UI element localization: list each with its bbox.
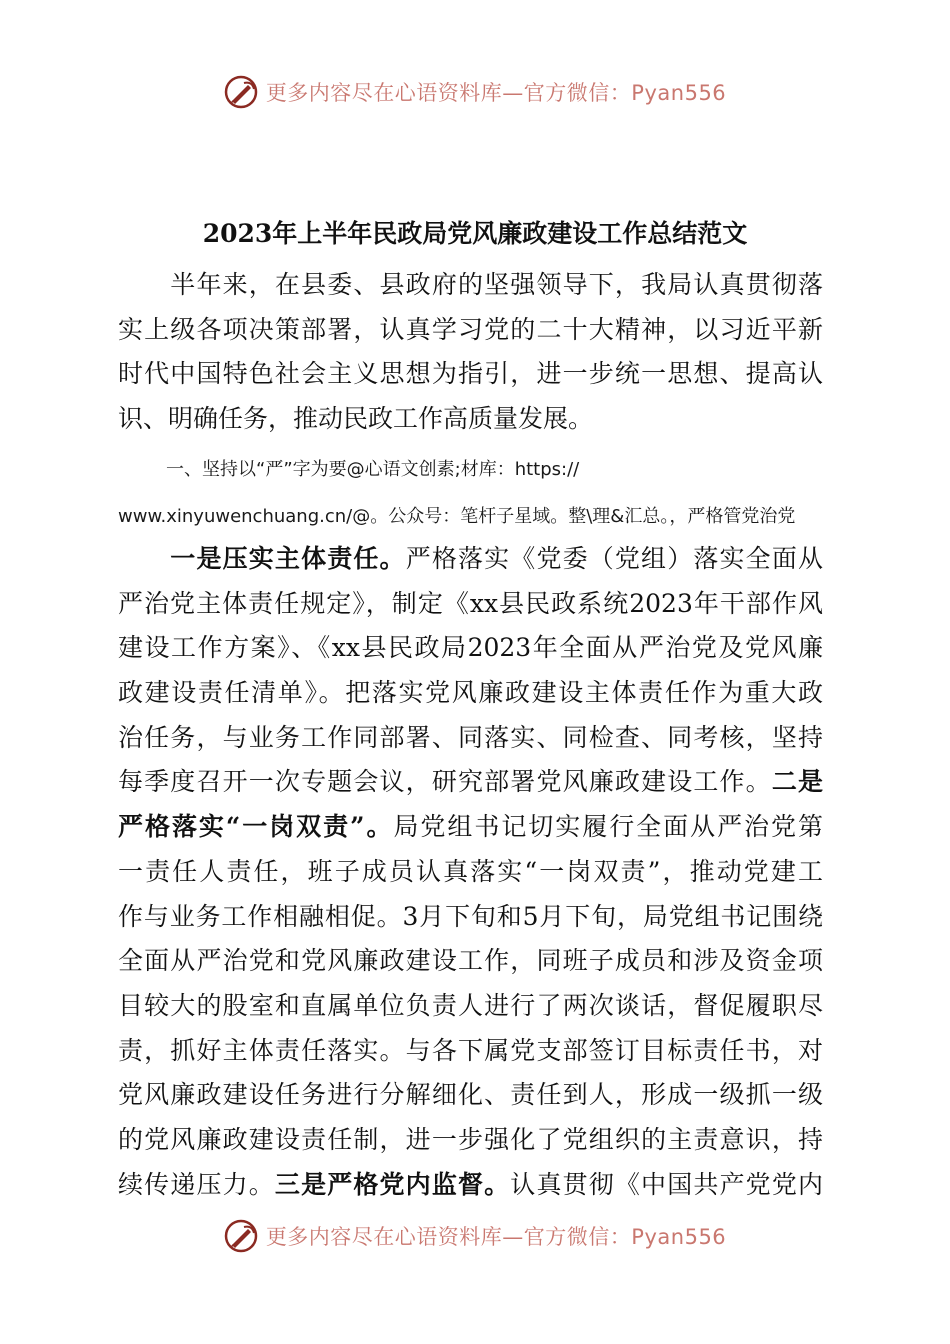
line-text: 每季度召开一次专题会议，研究部署党风廉政建设工作。 xyxy=(118,767,772,797)
paragraph-line: 严治党主体责任规定》，制定《xx县民政系统2023年干部作风 xyxy=(118,588,823,618)
line-text: 局党组书记切实履行全面从严治党第 xyxy=(393,812,823,842)
bold-subheading: 一是压实主体责任。 xyxy=(118,544,406,573)
intro-line: 识、明确任务，推动民政工作高质量发展。 xyxy=(118,404,594,434)
paragraph-line xyxy=(118,537,823,582)
paragraph-line: 全面从严治党和党风廉政建设工作，同班子成员和涉及资金项 xyxy=(118,946,823,976)
paragraph-line xyxy=(118,1163,823,1208)
intro-line: 时代中国特色社会主义思想为指引，进一步统一思想、提高认 xyxy=(118,359,823,389)
pen-seal-logo-icon xyxy=(224,75,258,109)
bold-subheading: 二是 xyxy=(771,767,823,797)
paragraph-line: 建设工作方案》、《xx县民政局2023年全面从严治党及党风廉 xyxy=(118,633,823,663)
footer-watermark-banner xyxy=(0,1214,950,1258)
paragraph-line: 目较大的股室和直属单位负责人进行了两次谈话，督促履职尽 xyxy=(118,990,823,1020)
section-heading-line-2: www.xinyuwenchuang.cn/@。公众号：笔杆子星域。整\理&汇总。，严格管党治党 xyxy=(118,506,796,527)
line-text: 严格落实《党委（党组）落实全面从 xyxy=(405,544,823,573)
watermark-text: 更多内容尽在心语资料库—官方微信：Pyan556 xyxy=(265,1225,727,1249)
paragraph-line: 一责任人责任，班子成员认真落实“一岗双责”，推动党建工 xyxy=(118,856,823,886)
paragraph-line: 治任务，与业务工作同部署、同落实、同检查、同考核，坚持 xyxy=(118,722,823,752)
watermark-text: 更多内容尽在心语资料库—官方微信：Pyan556 xyxy=(265,81,727,105)
paragraph-line xyxy=(118,760,823,805)
line-text: 续传递压力。 xyxy=(118,1169,275,1199)
intro-line: 实上级各项决策部署，认真学习党的二十大精神，以习近平新 xyxy=(118,314,823,344)
paragraph-line xyxy=(118,805,823,850)
paragraph-line: 作与业务工作相融相促。3月下旬和5月下旬，局党组书记围绕 xyxy=(118,901,823,931)
document-title: 2023年上半年民政局党风廉政建设工作总结范文 xyxy=(202,219,748,248)
bold-subheading: 三是严格党内监督。 xyxy=(274,1169,511,1199)
paragraph-line: 党风廉政建设任务进行分解细化、责任到人，形成一级抓一级 xyxy=(118,1080,823,1110)
paragraph-line: 政建设责任清单》。把落实党风廉政建设主体责任作为重大政 xyxy=(118,678,823,708)
pen-seal-logo-icon xyxy=(224,1219,258,1253)
line-text: 认真贯彻《中国共产党党内 xyxy=(510,1169,823,1199)
header-watermark-banner xyxy=(0,70,950,114)
bold-subheading: 严格落实“一岗双责”。 xyxy=(118,812,394,842)
section-heading-line-1: 一、坚持以“严”字为要@心语文创素;材库：https:// xyxy=(166,459,580,480)
intro-paragraph xyxy=(118,263,823,442)
paragraph-line: 责，抓好主体责任落实。与各下属党支部签订目标责任书，对 xyxy=(118,1035,823,1065)
paragraph-line: 的党风廉政建设责任制，进一步强化了党组织的主责意识，持 xyxy=(118,1124,823,1154)
intro-line: 半年来，在县委、县政府的坚强领导下，我局认真贯彻落 xyxy=(118,270,823,299)
main-paragraph xyxy=(118,537,823,1207)
